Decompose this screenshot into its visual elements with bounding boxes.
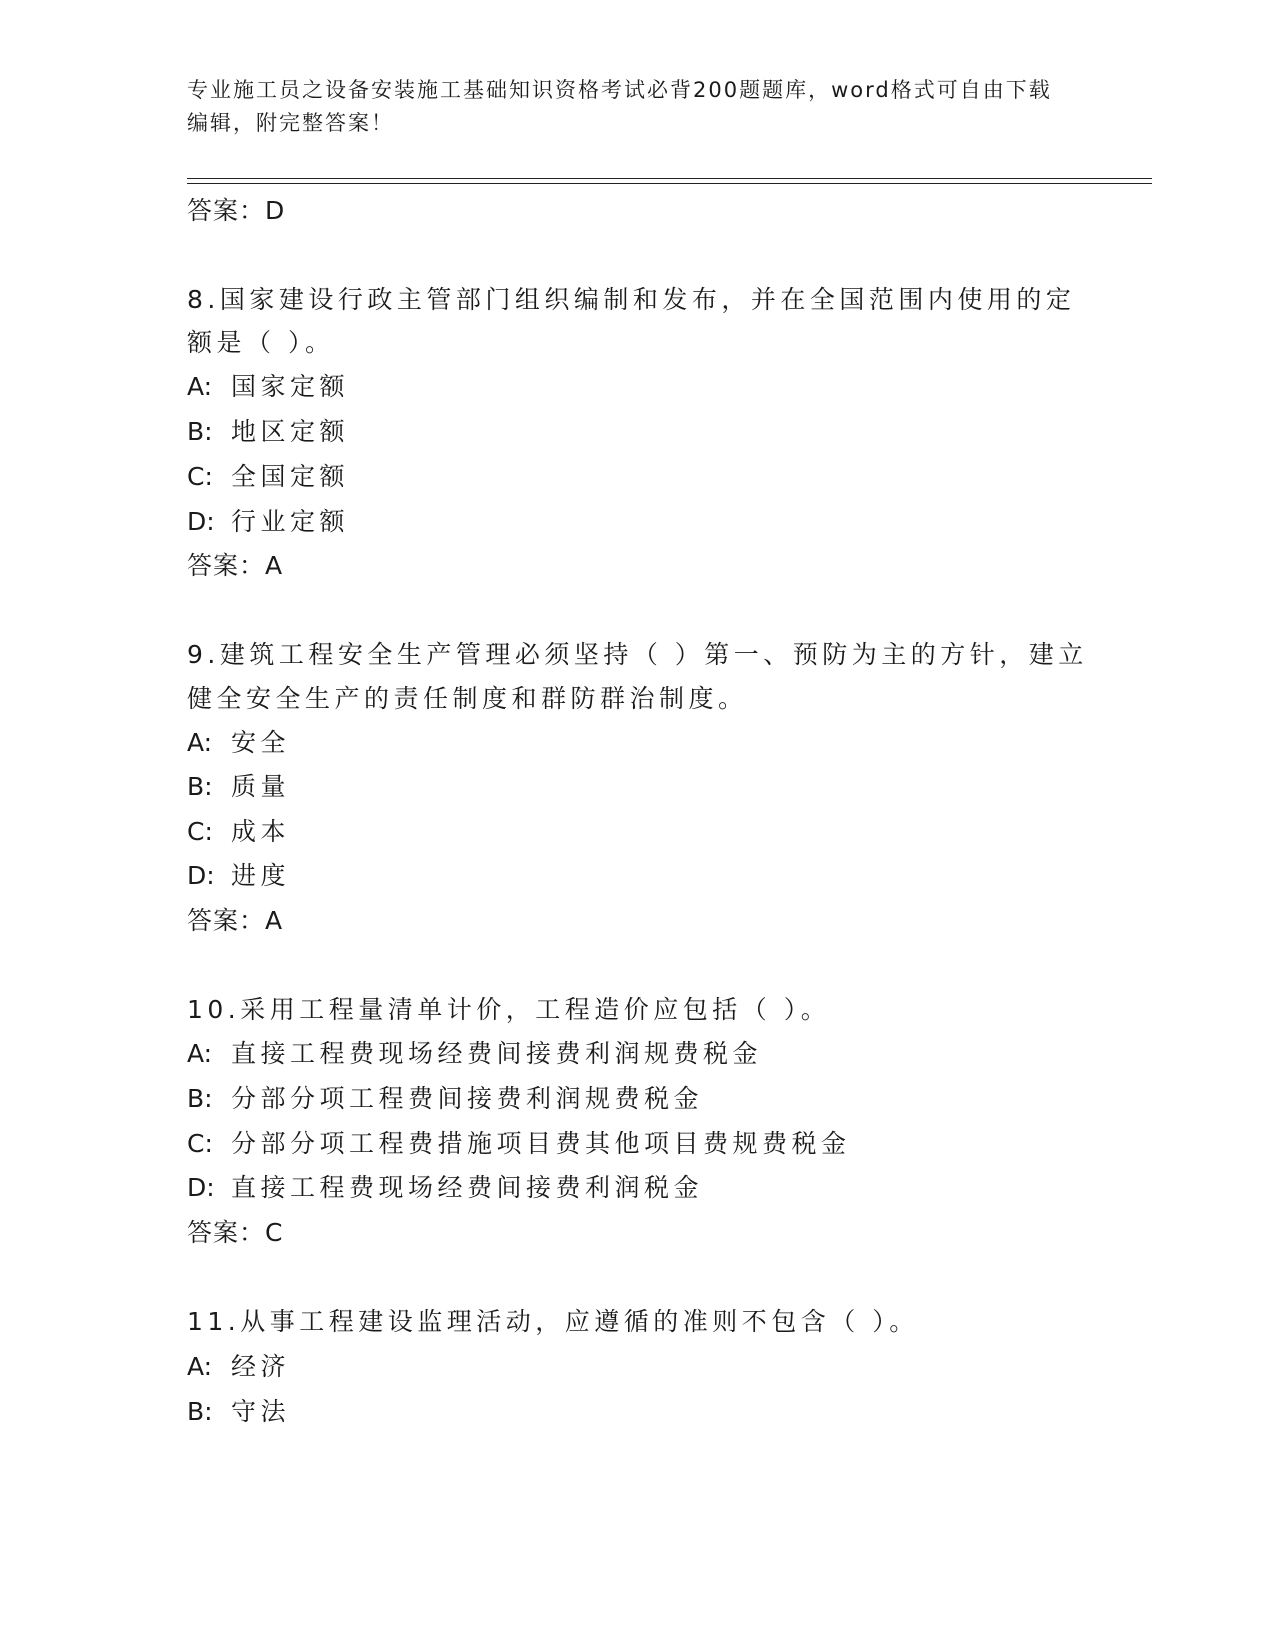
question-8-answer: 答案：A (187, 551, 284, 580)
option-key: C: (187, 1129, 213, 1158)
question-9-text-cont: 健全安全生产的责任制度和群防群治制度。 (187, 684, 748, 713)
question-10-option-a (187, 1037, 762, 1071)
question-8-option-a (187, 370, 349, 404)
option-text: 国家定额 (231, 372, 350, 401)
question-9-text: 9.建筑工程安全生产管理必须坚持（ ）第一、预防为主的方针，建立 (187, 640, 1088, 669)
option-text: 进度 (231, 861, 291, 890)
option-key: B: (187, 1397, 213, 1426)
option-key: B: (187, 1084, 213, 1113)
option-text: 安全 (231, 728, 291, 757)
question-8-option-b (187, 415, 349, 449)
option-key: B: (187, 417, 213, 446)
option-text: 经济 (231, 1352, 291, 1381)
question-8-text: 8.国家建设行政主管部门组织编制和发布，并在全国范围内使用的定 (187, 285, 1076, 314)
option-key: A: (187, 372, 213, 401)
option-text: 行业定额 (231, 507, 350, 536)
option-text: 分部分项工程费措施项目费其他项目费规费税金 (231, 1129, 851, 1158)
option-text: 成本 (231, 817, 291, 846)
option-key: C: (187, 817, 213, 846)
question-9-answer: 答案：A (187, 906, 284, 935)
header-rule-top (187, 178, 1152, 179)
option-key: D: (187, 861, 215, 890)
question-9-option-a (187, 726, 290, 760)
option-key: A: (187, 1352, 213, 1381)
question-8-option-c (187, 460, 349, 494)
question-11-text: 11.从事工程建设监理活动，应遵循的准则不包含（ ）。 (187, 1307, 919, 1336)
option-key: A: (187, 1039, 213, 1068)
question-11-option-a (187, 1350, 290, 1384)
question-11-option-b (187, 1395, 290, 1429)
option-text: 全国定额 (231, 462, 350, 491)
option-key: D: (187, 1173, 215, 1202)
question-10-text: 10.采用工程量清单计价，工程造价应包括（ ）。 (187, 995, 831, 1024)
question-10-answer: 答案：C (187, 1218, 284, 1247)
option-key: A: (187, 728, 213, 757)
option-text: 直接工程费现场经费间接费利润规费税金 (231, 1039, 763, 1068)
option-text: 分部分项工程费间接费利润规费税金 (231, 1084, 704, 1113)
question-10-option-d (187, 1171, 703, 1205)
question-10-option-b (187, 1082, 703, 1116)
option-text: 地区定额 (231, 417, 350, 446)
question-8-option-d (187, 505, 349, 539)
question-9-option-c (187, 815, 290, 849)
previous-answer: 答案：D (187, 196, 286, 225)
question-9-option-d (187, 859, 290, 893)
option-key: B: (187, 772, 213, 801)
option-text: 质量 (231, 772, 291, 801)
option-key: D: (187, 507, 215, 536)
option-text: 守法 (231, 1397, 291, 1426)
document-header: 专业施工员之设备安装施工基础知识资格考试必背200题题库，word格式可自由下载编辑，附完整答案！ (187, 78, 1052, 135)
option-text: 直接工程费现场经费间接费利润税金 (231, 1173, 704, 1202)
header-rule-bottom (187, 183, 1152, 184)
question-9-option-b (187, 770, 290, 804)
question-10-option-c (187, 1127, 851, 1161)
question-8-text-cont: 额是（ ）。 (187, 328, 335, 357)
option-key: C: (187, 462, 213, 491)
